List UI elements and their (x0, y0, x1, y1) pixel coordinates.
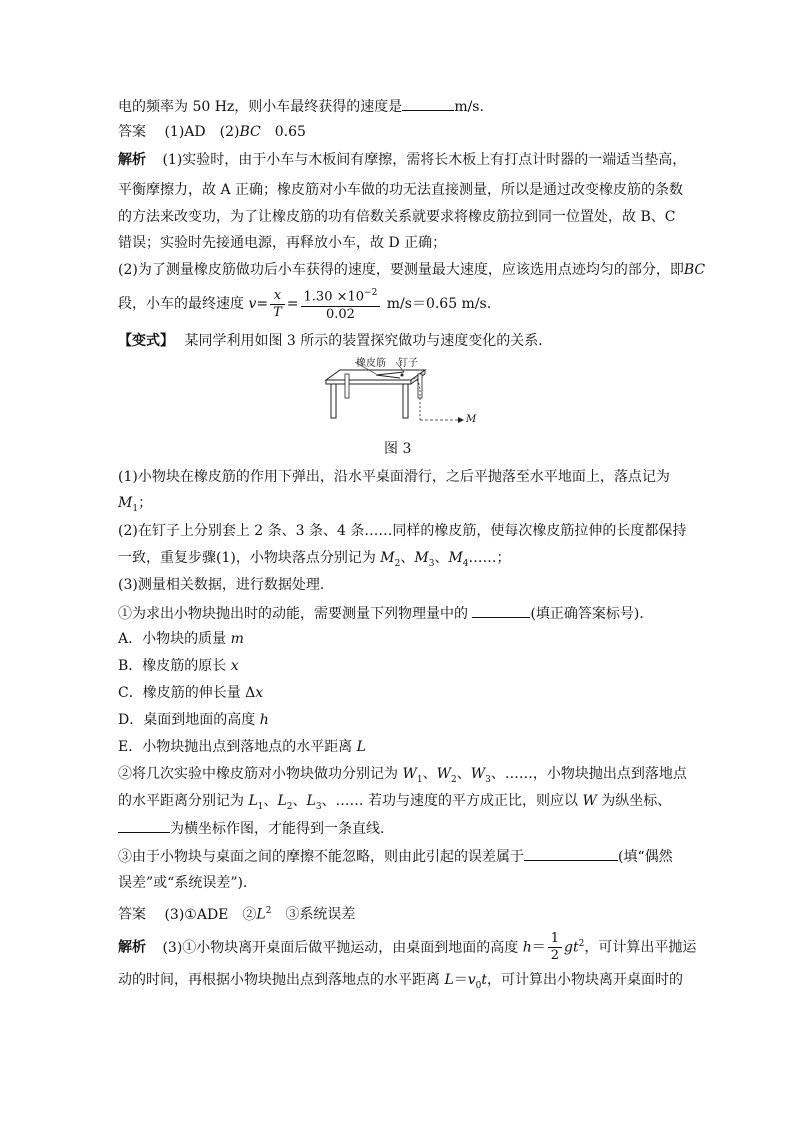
analysis-2-line-1: 解析 (3)①小物块离开桌面后做平抛运动，由桌面到地面的高度 h＝ $\frac{1}{2}$ $gt^2$，可计算出平抛运 (118, 931, 697, 964)
step-3-line: (3)测量相关数据，进行数据处理． (118, 577, 334, 593)
figure-label-m: M (466, 414, 477, 425)
variant-line: 【变式】 某同学利用如图 3 所示的装置探究做功与速度变化的关系． (118, 333, 553, 349)
option-d: D．桌面到地面的高度 h (118, 712, 269, 728)
answer-blank[interactable] (524, 846, 618, 861)
fraction-one-half: $\frac{1}{2}$ (548, 931, 562, 964)
answer-blank[interactable] (472, 603, 530, 618)
figure-3 (318, 356, 488, 426)
analysis-line-3: 的方法来改变功，为了让橡皮筋的功有倍数关系就要求将橡皮筋拉到同一位置处，故 B、C (118, 209, 676, 225)
text-line-1: 电的频率为 50 Hz，则小车最终获得的速度是 m/s. (118, 96, 484, 117)
answer-label: 答案 (118, 124, 146, 140)
fraction-x-over-t: $\frac{x}{T}$ (270, 288, 285, 321)
analysis-line-2: 平衡摩擦力，故 A 正确；橡皮筋对小车做的功无法直接测量，所以是通过改变橡皮筋的条数 (118, 182, 684, 198)
step-2-line-1: (2)在钉子上分别套上 2 条、3 条、4 条……同样的橡皮筋，使每次橡皮筋拉伸的长度都保持 (118, 523, 687, 539)
answer-label: 答案 (118, 906, 146, 923)
question-2-line-3: 为横坐标作图，才能得到一条直线． (118, 818, 394, 839)
question-3-line-1: ③由于小物块与桌面之间的摩擦不能忽略，则由此引起的误差属于 (填“偶然 (118, 846, 673, 867)
step-1-line-2: $M_1$； (118, 495, 153, 514)
question-1-line: ①为求出小物块抛出时的动能，需要测量下列物理量中的 (填正确答案标号)． (118, 603, 653, 624)
option-e: E．小物块抛出点到落地点的水平距离 L (118, 739, 366, 755)
step-1-line-1: (1)小物块在橡皮筋的作用下弹出，沿水平桌面滑行，之后平抛落至水平地面上，落点记为 (118, 469, 670, 485)
analysis-line-6: 段，小车的最终速度 v= $\frac{x}{T}$ = $\frac{1.30 \times 10^{-2}}{0.02}$ m/s＝0.65 m/s. (118, 285, 491, 323)
fraction-velocity: $\frac{1.30 \times 10^{-2}}{0.02}$ (301, 285, 381, 322)
option-a: A．小物块的质量 m (118, 631, 244, 647)
analysis-2-line-2: 动的时间，再根据小物块抛出点到落地点的水平距离 $L=v_0t$，可计算出小物块离开桌面时的 (118, 972, 684, 991)
analysis-line-4: 错误；实验时先接通电源，再释放小车，故 D 正确； (118, 235, 447, 251)
step-2-line-2: 一致，重复步骤(1)，小物块落点分别记为 $M_2$、$M_3$、$M_4\dots\dots$； (118, 550, 511, 569)
option-b: B．橡皮筋的原长 x (118, 658, 239, 674)
answer-blank[interactable] (118, 818, 170, 833)
answer-blank[interactable] (402, 96, 454, 111)
analysis-label: 解析 (118, 939, 146, 956)
option-c: C．橡皮筋的伸长量 Δx (118, 685, 264, 701)
question-2-line-1: ②将几次实验中橡皮筋对小物块做功分别记为 $W_1$、$W_2$、$W_3$、……，小物块抛出点到落地点 (118, 766, 687, 785)
figure-caption: 图 3 (384, 441, 412, 457)
answer-line-2: 答案 (3)①ADE $②L^2$ ③系统误差 (118, 906, 356, 923)
question-3-line-2: 误差”或“系统误差”)． (118, 875, 257, 891)
analysis-line-5: (2)为了测量橡皮筋做功后小车获得的速度，要测量最大速度，应该选用点迹均匀的部分，即BC (118, 262, 706, 278)
figure-label-rubber-band: 橡皮筋 (356, 358, 386, 369)
question-2-line-2: 的水平距离分别记为 $L_1$、$L_2$、$L_3$、…… 若功与速度的平方成正比，则应以 W 为纵坐标、 (118, 793, 672, 812)
analysis-line-1: 解析 (1)实验时，由于小车与木板间有摩擦，需将长木板上有打点计时器的一端适当垫高， (118, 152, 687, 168)
analysis-label: 解析 (118, 152, 146, 168)
figure-label-nail: 钉子 (398, 358, 418, 369)
answer-line-1: 答案 (1)AD (2)BC 0.65 (118, 124, 306, 140)
variant-label: 【变式】 (118, 333, 174, 349)
